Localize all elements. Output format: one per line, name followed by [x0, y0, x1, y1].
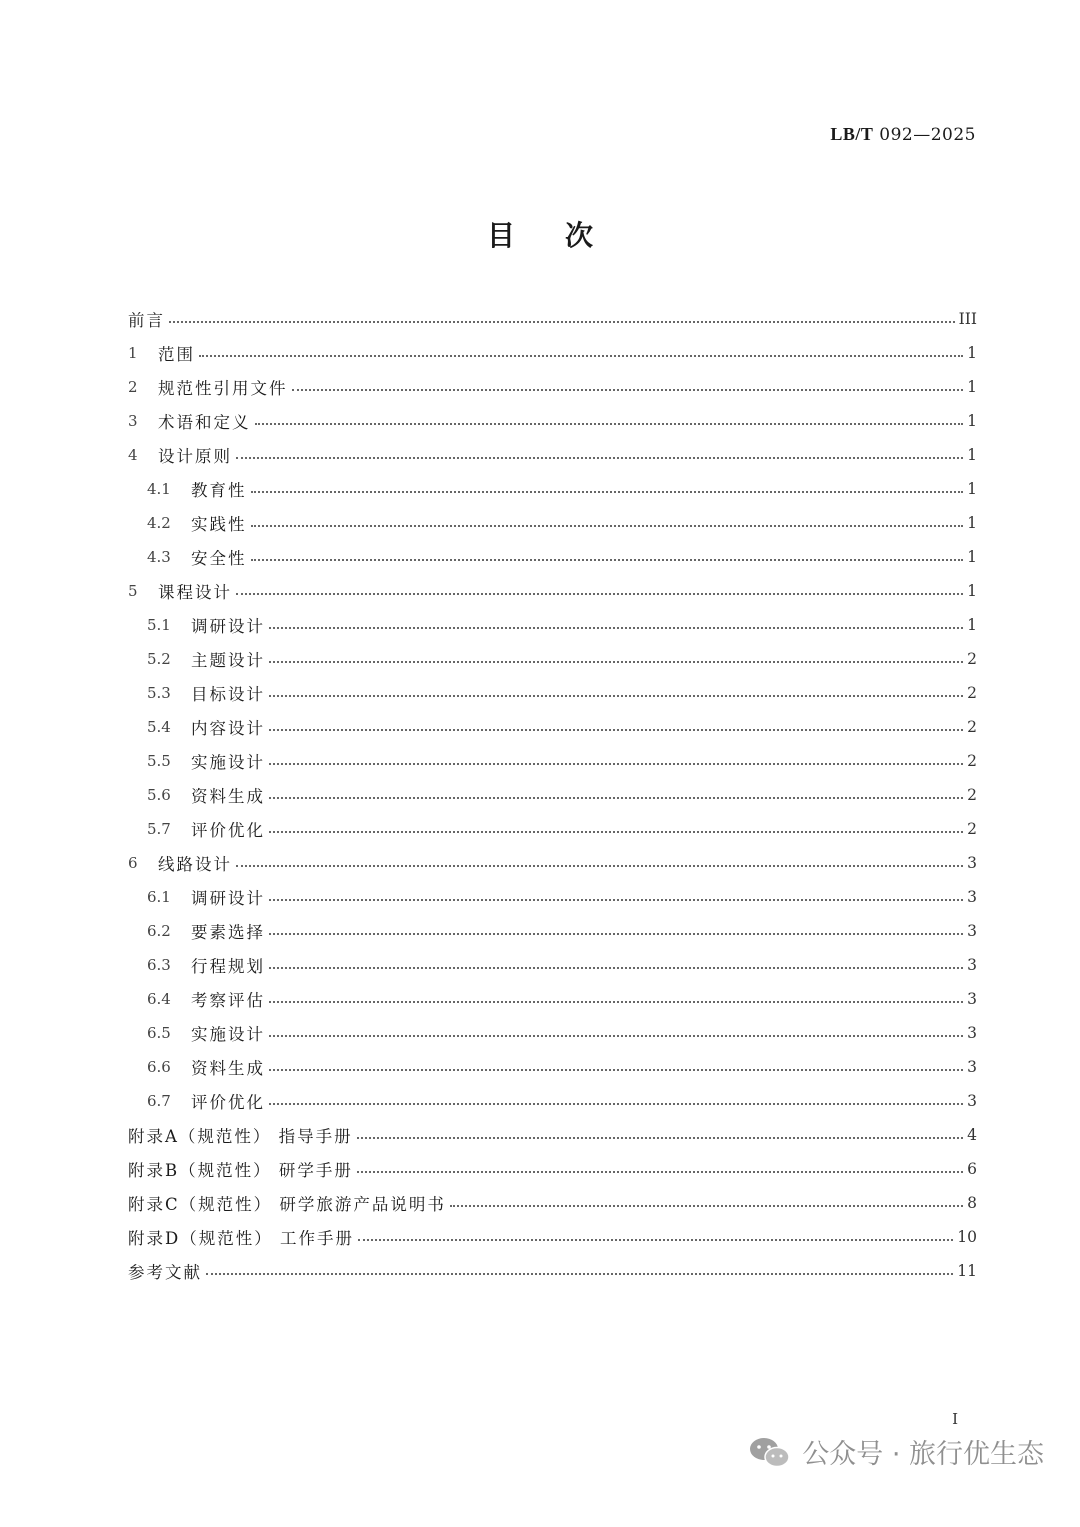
toc-entry-number: 5.4	[147, 718, 171, 736]
toc-entry-page: 2	[967, 786, 977, 804]
toc-entry[interactable]	[128, 1050, 977, 1084]
toc-entry-number: 6.1	[147, 888, 171, 906]
toc-entry-label: 主题设计	[191, 651, 265, 670]
toc-entry-label: 附录C（规范性） 研学旅游产品说明书	[128, 1195, 446, 1214]
page-folio: I	[952, 1410, 958, 1428]
toc-entry-label: 参考文献	[128, 1263, 202, 1282]
toc-entry-label: 评价优化	[191, 821, 265, 840]
toc-entry-number: 3	[128, 412, 138, 430]
toc-entry-page: 3	[967, 922, 977, 940]
toc-entry[interactable]	[128, 1220, 977, 1254]
toc-dot-leader	[269, 1001, 963, 1003]
toc-entry-page: 1	[967, 378, 977, 396]
toc-entry-number: 6	[128, 854, 138, 872]
toc-entry[interactable]	[128, 540, 977, 574]
toc-entry-number: 5.5	[147, 752, 171, 770]
toc-entry-label: 资料生成	[191, 1059, 265, 1078]
toc-entry-number: 6.2	[147, 922, 171, 940]
toc-dot-leader	[269, 1103, 963, 1105]
toc-entry-number: 5.3	[147, 684, 171, 702]
toc-dot-leader	[450, 1205, 963, 1207]
toc-dot-leader	[269, 763, 963, 765]
toc-entry-label: 附录A（规范性） 指导手册	[128, 1127, 353, 1146]
toc-entry-label: 实践性	[191, 515, 247, 534]
toc-dot-leader	[269, 1069, 963, 1071]
toc-entry[interactable]	[128, 948, 977, 982]
toc-entry-number: 5.7	[147, 820, 171, 838]
toc-entry-number: 4	[128, 446, 138, 464]
toc-entry[interactable]	[128, 302, 977, 336]
toc-entry-page: 10	[957, 1228, 977, 1246]
toc-dot-leader	[169, 321, 955, 323]
toc-entry-number: 6.7	[147, 1092, 171, 1110]
toc-dot-leader	[236, 865, 963, 867]
toc-dot-leader	[269, 729, 963, 731]
toc-dot-leader	[269, 695, 963, 697]
toc-dot-leader	[199, 355, 963, 357]
toc-entry[interactable]	[128, 642, 977, 676]
toc-entry[interactable]	[128, 438, 977, 472]
toc-entry[interactable]	[128, 472, 977, 506]
toc-entry[interactable]	[128, 574, 977, 608]
toc-entry-page: 2	[967, 820, 977, 838]
toc-entry-page: 11	[957, 1262, 977, 1280]
toc-entry-page: 1	[967, 412, 977, 430]
toc-entry[interactable]	[128, 778, 977, 812]
toc-entry-label: 线路设计	[158, 855, 232, 874]
toc-entry-number: 6.4	[147, 990, 171, 1008]
toc-dot-leader	[269, 831, 963, 833]
toc-dot-leader	[357, 1137, 963, 1139]
toc-entry-page: 3	[967, 1058, 977, 1076]
toc-entry[interactable]	[128, 1016, 977, 1050]
toc-entry-page: 3	[967, 888, 977, 906]
toc-entry-number: 2	[128, 378, 138, 396]
watermark-text: 公众号 · 旅行优生态	[802, 1439, 1044, 1470]
toc-entry-number: 4.3	[147, 548, 171, 566]
toc-entry[interactable]	[128, 982, 977, 1016]
toc-entry-page: 1	[967, 344, 977, 362]
toc-entry[interactable]	[128, 744, 977, 778]
toc-entry-number: 4.2	[147, 514, 171, 532]
toc-entry-number: 6.6	[147, 1058, 171, 1076]
toc-entry-label: 目标设计	[191, 685, 265, 704]
toc-dot-leader	[251, 559, 964, 561]
toc-entry[interactable]	[128, 608, 977, 642]
toc-entry-page: 3	[967, 956, 977, 974]
toc-dot-leader	[269, 967, 963, 969]
toc-entry-number: 5	[128, 582, 138, 600]
toc-entry-label: 实施设计	[191, 1025, 265, 1044]
toc-entry-label: 前言	[128, 311, 165, 330]
toc-entry-number: 6.3	[147, 956, 171, 974]
toc-entry-label: 课程设计	[158, 583, 232, 602]
toc-entry[interactable]	[128, 370, 977, 404]
toc-entry-page: 3	[967, 854, 977, 872]
toc-dot-leader	[357, 1171, 963, 1173]
toc-entry-label: 附录B（规范性） 研学手册	[128, 1161, 353, 1180]
toc-dot-leader	[269, 933, 963, 935]
toc-dot-leader	[236, 593, 963, 595]
toc-entry[interactable]	[128, 1084, 977, 1118]
toc-entry-number: 6.5	[147, 1024, 171, 1042]
toc-dot-leader	[269, 797, 963, 799]
toc-dot-leader	[236, 457, 963, 459]
toc-entry-label: 设计原则	[158, 447, 232, 466]
toc-entry-page: 1	[967, 548, 977, 566]
table-of-contents	[128, 302, 977, 1288]
standard-code-number: 092—2025	[879, 125, 976, 145]
standard-code	[830, 124, 976, 145]
watermark	[748, 1432, 1044, 1471]
toc-dot-leader	[251, 525, 964, 527]
toc-entry-page: 3	[967, 1024, 977, 1042]
toc-dot-leader	[255, 423, 964, 425]
toc-entry-page: 8	[967, 1194, 977, 1212]
toc-entry[interactable]	[128, 880, 977, 914]
toc-entry-label: 评价优化	[191, 1093, 265, 1112]
toc-entry-number: 5.2	[147, 650, 171, 668]
standard-code-prefix: LB/T	[830, 124, 874, 144]
page-title: 目次	[486, 219, 643, 252]
toc-dot-leader	[206, 1273, 953, 1275]
toc-entry-page: 6	[967, 1160, 977, 1178]
toc-entry[interactable]	[128, 1152, 977, 1186]
toc-entry[interactable]	[128, 1254, 977, 1288]
toc-entry-label: 资料生成	[191, 787, 265, 806]
toc-entry-page: 2	[967, 684, 977, 702]
toc-dot-leader	[358, 1239, 953, 1241]
toc-entry-number: 4.1	[147, 480, 171, 498]
toc-entry[interactable]	[128, 812, 977, 846]
toc-dot-leader	[269, 899, 963, 901]
toc-dot-leader	[269, 661, 963, 663]
toc-entry-page: 4	[967, 1126, 977, 1144]
toc-entry-label: 考察评估	[191, 991, 265, 1010]
toc-entry[interactable]	[128, 846, 977, 880]
toc-entry-number: 5.1	[147, 616, 171, 634]
toc-entry[interactable]	[128, 710, 977, 744]
toc-entry-page: 1	[967, 480, 977, 498]
toc-entry-label: 规范性引用文件	[158, 379, 288, 398]
toc-entry-page: 1	[967, 446, 977, 464]
toc-entry-label: 范围	[158, 345, 195, 364]
toc-entry[interactable]	[128, 336, 977, 370]
toc-entry-label: 安全性	[191, 549, 247, 568]
toc-entry-label: 附录D（规范性） 工作手册	[128, 1229, 354, 1248]
toc-entry-label: 调研设计	[191, 617, 265, 636]
toc-entry[interactable]	[128, 1186, 977, 1220]
toc-dot-leader	[251, 491, 964, 493]
toc-entry-page: 1	[967, 616, 977, 634]
toc-entry-label: 调研设计	[191, 889, 265, 908]
toc-entry[interactable]	[128, 404, 977, 438]
toc-entry-page: 2	[967, 752, 977, 770]
toc-dot-leader	[269, 627, 963, 629]
toc-entry[interactable]	[128, 914, 977, 948]
toc-entry-label: 教育性	[191, 481, 247, 500]
toc-entry-label: 内容设计	[191, 719, 265, 738]
toc-entry-page: 1	[967, 582, 977, 600]
toc-entry[interactable]	[128, 676, 977, 710]
toc-entry-label: 实施设计	[191, 753, 265, 772]
toc-entry-label: 要素选择	[191, 923, 265, 942]
toc-entry-page: 3	[967, 1092, 977, 1110]
toc-dot-leader	[292, 389, 964, 391]
toc-entry-label: 术语和定义	[158, 413, 251, 432]
wechat-icon	[748, 1435, 792, 1469]
toc-entry[interactable]	[128, 1118, 977, 1152]
toc-entry[interactable]	[128, 506, 977, 540]
toc-entry-number: 5.6	[147, 786, 171, 804]
toc-entry-label: 行程规划	[191, 957, 265, 976]
toc-entry-page: 2	[967, 650, 977, 668]
toc-entry-page: 2	[967, 718, 977, 736]
toc-dot-leader	[269, 1035, 963, 1037]
toc-entry-page: 3	[967, 990, 977, 1008]
toc-entry-page: 1	[967, 514, 977, 532]
toc-entry-number: 1	[128, 344, 138, 362]
toc-entry-page: III	[958, 310, 977, 328]
